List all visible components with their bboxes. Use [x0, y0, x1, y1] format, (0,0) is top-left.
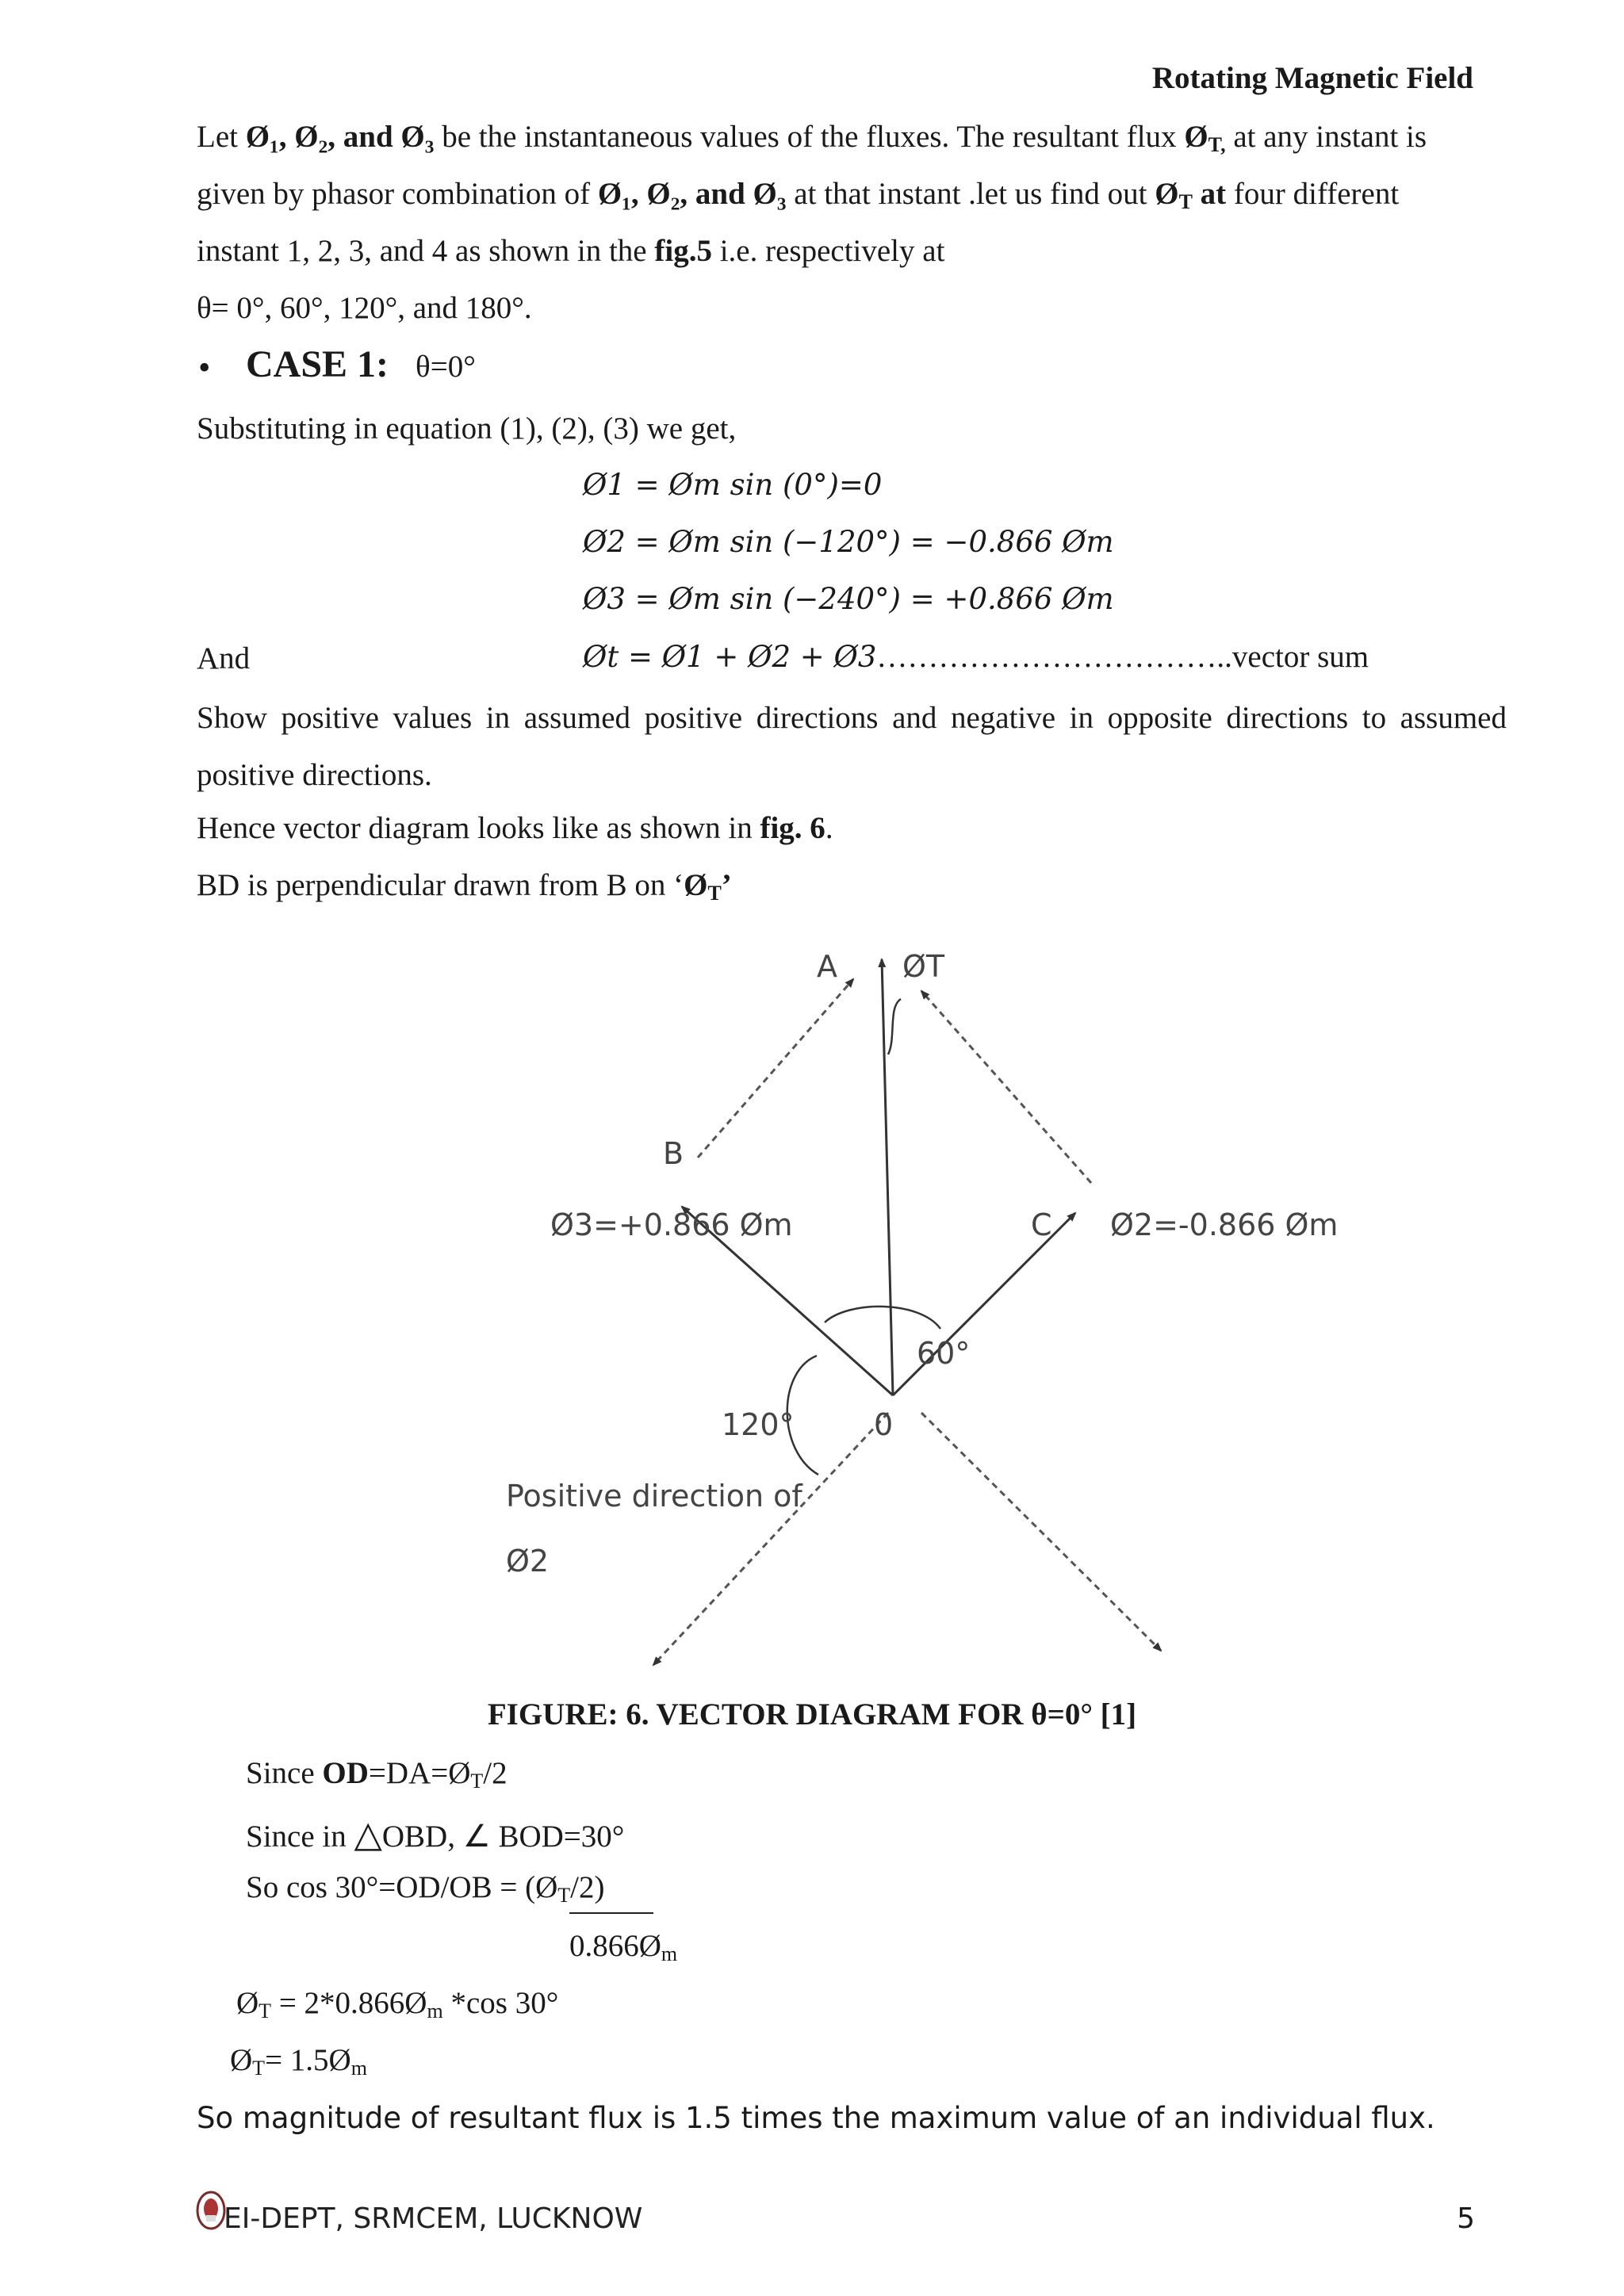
subscript: m — [427, 1999, 443, 2022]
flux-total-symbol: Ø — [1184, 120, 1208, 154]
intro-line-3 — [197, 233, 944, 269]
subscript: T, — [1208, 133, 1226, 156]
text: = 2*0.866Ø — [271, 1986, 427, 2020]
subscript: T — [259, 1999, 272, 2022]
subscript: T — [1178, 190, 1193, 213]
text: 0.866Ø — [569, 1929, 661, 1963]
label-phi2: Ø2=-0.866 Øm — [1110, 1207, 1339, 1242]
text: Since in — [246, 1820, 354, 1854]
derivation-so — [246, 1869, 604, 1908]
case-theta: θ=0° — [416, 350, 476, 384]
page-header-title: Rotating Magnetic Field — [1151, 61, 1473, 95]
conclusion: So magnitude of resultant flux is 1.5 times the maximum value of an individual flux. — [197, 2101, 1435, 2135]
derivation-result-2 — [230, 2042, 367, 2080]
label-phi2-positive: Ø2 — [506, 1544, 550, 1578]
flux-total-symbol: Ø — [684, 868, 708, 902]
angle-arc-top — [825, 1307, 940, 1329]
text: i.e. respectively at — [711, 234, 945, 268]
leader-dots: …………………………….. — [876, 640, 1232, 674]
figure-reference: fig.5 — [654, 234, 712, 268]
text: BOD=30° — [490, 1820, 625, 1854]
figure-reference: fig. 6 — [760, 811, 825, 845]
label-phi3: Ø3=+0.866 Øm — [550, 1207, 793, 1242]
text: Hence vector diagram looks like as shown in — [197, 811, 760, 845]
subscript: T — [557, 1884, 571, 1907]
figure-caption: FIGURE: 6. VECTOR DIAGRAM FOR θ=0° [1] — [487, 1697, 1137, 1732]
text: at any instant is — [1225, 120, 1427, 154]
text: instant 1, 2, 3, and 4 as shown in the — [197, 234, 655, 268]
text: be the instantaneous values of the fluxes. The resultant flux — [434, 120, 1185, 154]
subscript: T — [470, 1770, 484, 1793]
text: given by phasor combination of — [197, 177, 598, 211]
text: /2) — [570, 1870, 605, 1904]
dashed-line-phiT-c — [921, 991, 1091, 1183]
angle-symbol: ∠ — [462, 1820, 491, 1854]
flux-symbols: Ø₁, Ø₂, and Ø₃ — [245, 120, 435, 154]
text: OBD, — [381, 1820, 463, 1854]
fraction-bar — [569, 1912, 653, 1914]
intro-line-4: θ= 0°, 60°, 120°, and 180°. — [197, 291, 532, 325]
equation-phi2: Ø2 = Øm sin (−120°) = −0.866 Øm — [583, 525, 1114, 559]
flux-symbols: Ø₁, Ø₂, and Ø₃ — [597, 177, 787, 211]
text: at — [1192, 177, 1227, 211]
text: four different — [1226, 177, 1400, 211]
text: OD — [322, 1756, 369, 1790]
subscript: m — [350, 2057, 367, 2080]
subscript: T — [252, 2057, 266, 2080]
label-angle-120: 120° — [722, 1407, 795, 1442]
bd-line — [197, 867, 732, 905]
page-number: 5 — [1457, 2202, 1475, 2235]
and-label: And — [197, 641, 251, 675]
show-paragraph: Show positive values in assumed positive directions and negative in opposite directions to assumed positive directions. — [197, 701, 1507, 792]
text: . — [825, 811, 833, 845]
text: at that instant .let us find out — [786, 177, 1155, 211]
subscript: T — [707, 882, 722, 905]
text: = 1.5Ø — [265, 2043, 351, 2077]
label-C: C — [1031, 1207, 1052, 1242]
hence-line — [197, 810, 833, 846]
footer-department: EI-DEPT, SRMCEM, LUCKNOW — [224, 2202, 643, 2235]
dashed-line-oa — [698, 979, 853, 1158]
vector-sum-line — [583, 639, 1369, 675]
case-bullet: • — [198, 348, 211, 387]
derivation-result-1 — [236, 1985, 558, 2023]
flux-total-symbol: Ø — [1155, 177, 1179, 211]
text: ’ — [721, 868, 732, 902]
subscript: m — [661, 1942, 678, 1965]
text: *cos 30° — [442, 1986, 559, 2020]
phi2-positive-direction — [653, 1413, 888, 1665]
college-logo-icon — [195, 2190, 227, 2231]
text: Ø — [230, 2043, 253, 2077]
text: /2 — [483, 1756, 508, 1790]
text: So cos 30°=OD/OB = (Ø — [246, 1870, 558, 1904]
label-origin: 0 — [874, 1407, 894, 1442]
vector-sum-equation: Øt = Ø1 + Ø2 + Ø3 — [583, 640, 877, 674]
triangle-symbol: △ — [354, 1814, 382, 1854]
case-label: CASE 1: — [246, 343, 389, 385]
text: Since — [246, 1756, 323, 1790]
label-A: A — [817, 949, 837, 984]
vector-diagram — [476, 928, 1348, 1689]
equation-phi1: Ø1 = Øm sin (0°)=0 — [583, 468, 883, 502]
derivation-since-1 — [246, 1755, 508, 1793]
text: BD is perpendicular drawn from B on ‘ — [197, 868, 684, 902]
text: Let — [197, 120, 246, 154]
label-positive-direction: Positive direction of — [506, 1479, 802, 1513]
substitution-text: Substituting in equation (1), (2), (3) we get, — [197, 411, 737, 446]
text: =DA=Ø — [368, 1756, 471, 1790]
label-angle-60: 60° — [917, 1336, 971, 1371]
intro-line-1 — [197, 119, 1427, 157]
text: vector sum — [1231, 640, 1369, 674]
resultant-flux-vector — [882, 959, 893, 1395]
label-B: B — [663, 1136, 684, 1171]
phi3-positive-direction — [921, 1413, 1161, 1651]
derivation-since-2 — [246, 1812, 624, 1855]
case-heading — [246, 342, 476, 386]
label-phiT: ØT — [902, 949, 945, 984]
angle-mark-phiT — [888, 999, 901, 1054]
intro-line-2 — [197, 176, 1399, 214]
derivation-denominator — [569, 1928, 677, 1966]
equation-phi3: Ø3 = Øm sin (−240°) = +0.866 Øm — [583, 582, 1114, 616]
text: Ø — [236, 1986, 259, 2020]
